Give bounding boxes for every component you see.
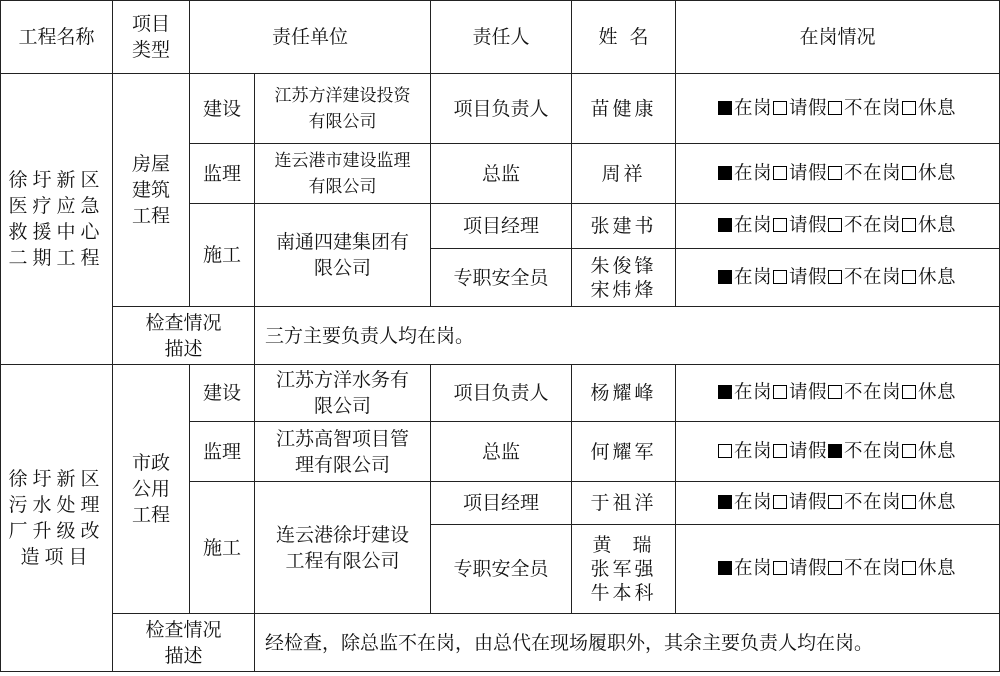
unit-company-cell: 连云港市建设监理 有限公司 [255, 144, 431, 204]
status-option-label: 在岗 [733, 97, 772, 119]
status-option-label: 请假 [789, 558, 828, 579]
unchecked-box-icon [828, 561, 842, 575]
unchecked-box-icon [828, 166, 842, 180]
checked-box-icon [718, 385, 732, 399]
person-name-cell: 苗健康 [572, 74, 676, 144]
checked-box-icon [718, 101, 732, 115]
header-project-name: 工程名称 [1, 1, 113, 74]
header-project-type: 项目 类型 [113, 1, 190, 74]
header-on-duty-status: 在岗情况 [676, 1, 1000, 74]
status-cell [676, 144, 1000, 204]
unit-company-cell: 江苏方洋水务有 限公司 [255, 365, 431, 422]
person-title-cell: 项目负责人 [431, 74, 572, 144]
unchecked-box-icon [828, 495, 842, 509]
status-option-label: 休息 [918, 440, 957, 462]
status-option-label: 休息 [918, 266, 957, 288]
inspection-text-cell: 经检查，除总监不在岗，由总代在现场履职外，其余主要负责人均在岗。 [255, 614, 1000, 672]
project-name-cell: 徐圩新区 污水处理 厂升级改 造项目 [1, 365, 113, 672]
header-row [1, 1, 1000, 74]
unit-role-cell: 监理 [190, 144, 255, 204]
unchecked-box-icon [828, 270, 842, 284]
unchecked-box-icon [902, 270, 916, 284]
unchecked-box-icon [902, 166, 916, 180]
unchecked-box-icon [828, 218, 842, 232]
person-title-cell: 项目经理 [431, 482, 572, 525]
unit-role-cell: 施工 [190, 482, 255, 614]
project-type-cell: 房屋 建筑 工程 [113, 74, 190, 307]
inspection-label-cell: 检查情况 描述 [113, 307, 255, 365]
unit-role-cell: 监理 [190, 422, 255, 482]
inspection-row [1, 307, 1000, 365]
status-option-label: 在岗 [733, 162, 772, 184]
checked-box-icon [718, 270, 732, 284]
unchecked-box-icon [773, 385, 787, 399]
status-option-label: 休息 [918, 382, 957, 403]
unchecked-box-icon [773, 270, 787, 284]
inspection-text-cell: 三方主要负责人均在岗。 [255, 307, 1000, 365]
status-cell [676, 204, 1000, 249]
person-name-cell: 黄 瑞 张军强 牛本科 [572, 525, 676, 614]
unit-role-cell: 施工 [190, 204, 255, 307]
checked-box-icon [718, 218, 732, 232]
status-cell [676, 249, 1000, 307]
person-title-cell: 项目负责人 [431, 365, 572, 422]
person-name-cell: 杨耀峰 [572, 365, 676, 422]
unchecked-box-icon [902, 101, 916, 115]
unchecked-box-icon [718, 444, 732, 458]
status-option-label: 休息 [918, 97, 957, 119]
unchecked-box-icon [773, 495, 787, 509]
person-title-cell: 总监 [431, 144, 572, 204]
person-name-cell: 于祖洋 [572, 482, 676, 525]
inspection-label-cell: 检查情况 描述 [113, 614, 255, 672]
status-option-label: 请假 [789, 492, 828, 513]
unit-company-cell: 连云港徐圩建设 工程有限公司 [255, 482, 431, 614]
unit-company-cell: 江苏高智项目管 理有限公司 [255, 422, 431, 482]
status-option-label: 不在岗 [844, 215, 902, 236]
status-option-label: 不在岗 [844, 382, 902, 403]
status-option-label: 请假 [789, 382, 828, 403]
status-option-label: 不在岗 [844, 266, 902, 288]
person-name-cell: 张建书 [572, 204, 676, 249]
status-option-label: 不在岗 [844, 558, 902, 579]
person-name-cell: 何耀军 [572, 422, 676, 482]
unit-role-cell: 建设 [190, 74, 255, 144]
status-option-label: 请假 [789, 162, 828, 184]
person-name-cell: 周祥 [572, 144, 676, 204]
project-name-cell: 徐圩新区 医疗应急 救援中心 二期工程 [1, 74, 113, 365]
status-option-label: 请假 [789, 266, 828, 288]
status-option-label: 不在岗 [844, 440, 902, 462]
status-option-label: 不在岗 [844, 97, 902, 119]
table-row [1, 74, 1000, 144]
person-name-cell: 朱俊锋 宋炜烽 [572, 249, 676, 307]
status-cell [676, 365, 1000, 422]
status-cell [676, 525, 1000, 614]
status-cell [676, 74, 1000, 144]
status-option-label: 请假 [789, 97, 828, 119]
header-responsible-unit: 责任单位 [190, 1, 431, 74]
status-option-label: 在岗 [733, 215, 772, 236]
unchecked-box-icon [902, 385, 916, 399]
unchecked-box-icon [773, 166, 787, 180]
unchecked-box-icon [828, 385, 842, 399]
unchecked-box-icon [773, 444, 787, 458]
checked-box-icon [718, 495, 732, 509]
header-responsible-person: 责任人 [431, 1, 572, 74]
status-option-label: 不在岗 [844, 162, 902, 184]
status-option-label: 在岗 [733, 382, 772, 403]
status-option-label: 请假 [789, 215, 828, 236]
status-option-label: 在岗 [733, 558, 772, 579]
project-type-cell: 市政 公用 工程 [113, 365, 190, 614]
person-title-cell: 项目经理 [431, 204, 572, 249]
table-row [1, 365, 1000, 422]
unchecked-box-icon [773, 218, 787, 232]
status-option-label: 休息 [918, 215, 957, 236]
status-option-label: 休息 [918, 492, 957, 513]
unchecked-box-icon [902, 444, 916, 458]
status-option-label: 在岗 [733, 440, 772, 462]
status-cell [676, 482, 1000, 525]
checked-box-icon [718, 561, 732, 575]
unchecked-box-icon [773, 101, 787, 115]
inspection-row [1, 614, 1000, 672]
unit-company-cell: 江苏方洋建设投资 有限公司 [255, 74, 431, 144]
unchecked-box-icon [828, 101, 842, 115]
unit-role-cell: 建设 [190, 365, 255, 422]
unchecked-box-icon [902, 218, 916, 232]
checked-box-icon [828, 444, 842, 458]
unchecked-box-icon [902, 495, 916, 509]
person-title-cell: 专职安全员 [431, 249, 572, 307]
status-cell [676, 422, 1000, 482]
unchecked-box-icon [902, 561, 916, 575]
checked-box-icon [718, 166, 732, 180]
unit-company-cell: 南通四建集团有 限公司 [255, 204, 431, 307]
person-title-cell: 总监 [431, 422, 572, 482]
status-option-label: 在岗 [733, 492, 772, 513]
status-option-label: 在岗 [733, 266, 772, 288]
status-option-label: 休息 [918, 558, 957, 579]
status-option-label: 请假 [789, 440, 828, 462]
person-title-cell: 专职安全员 [431, 525, 572, 614]
status-option-label: 不在岗 [844, 492, 902, 513]
unchecked-box-icon [773, 561, 787, 575]
status-option-label: 休息 [918, 162, 957, 184]
header-name: 姓 名 [572, 1, 676, 74]
